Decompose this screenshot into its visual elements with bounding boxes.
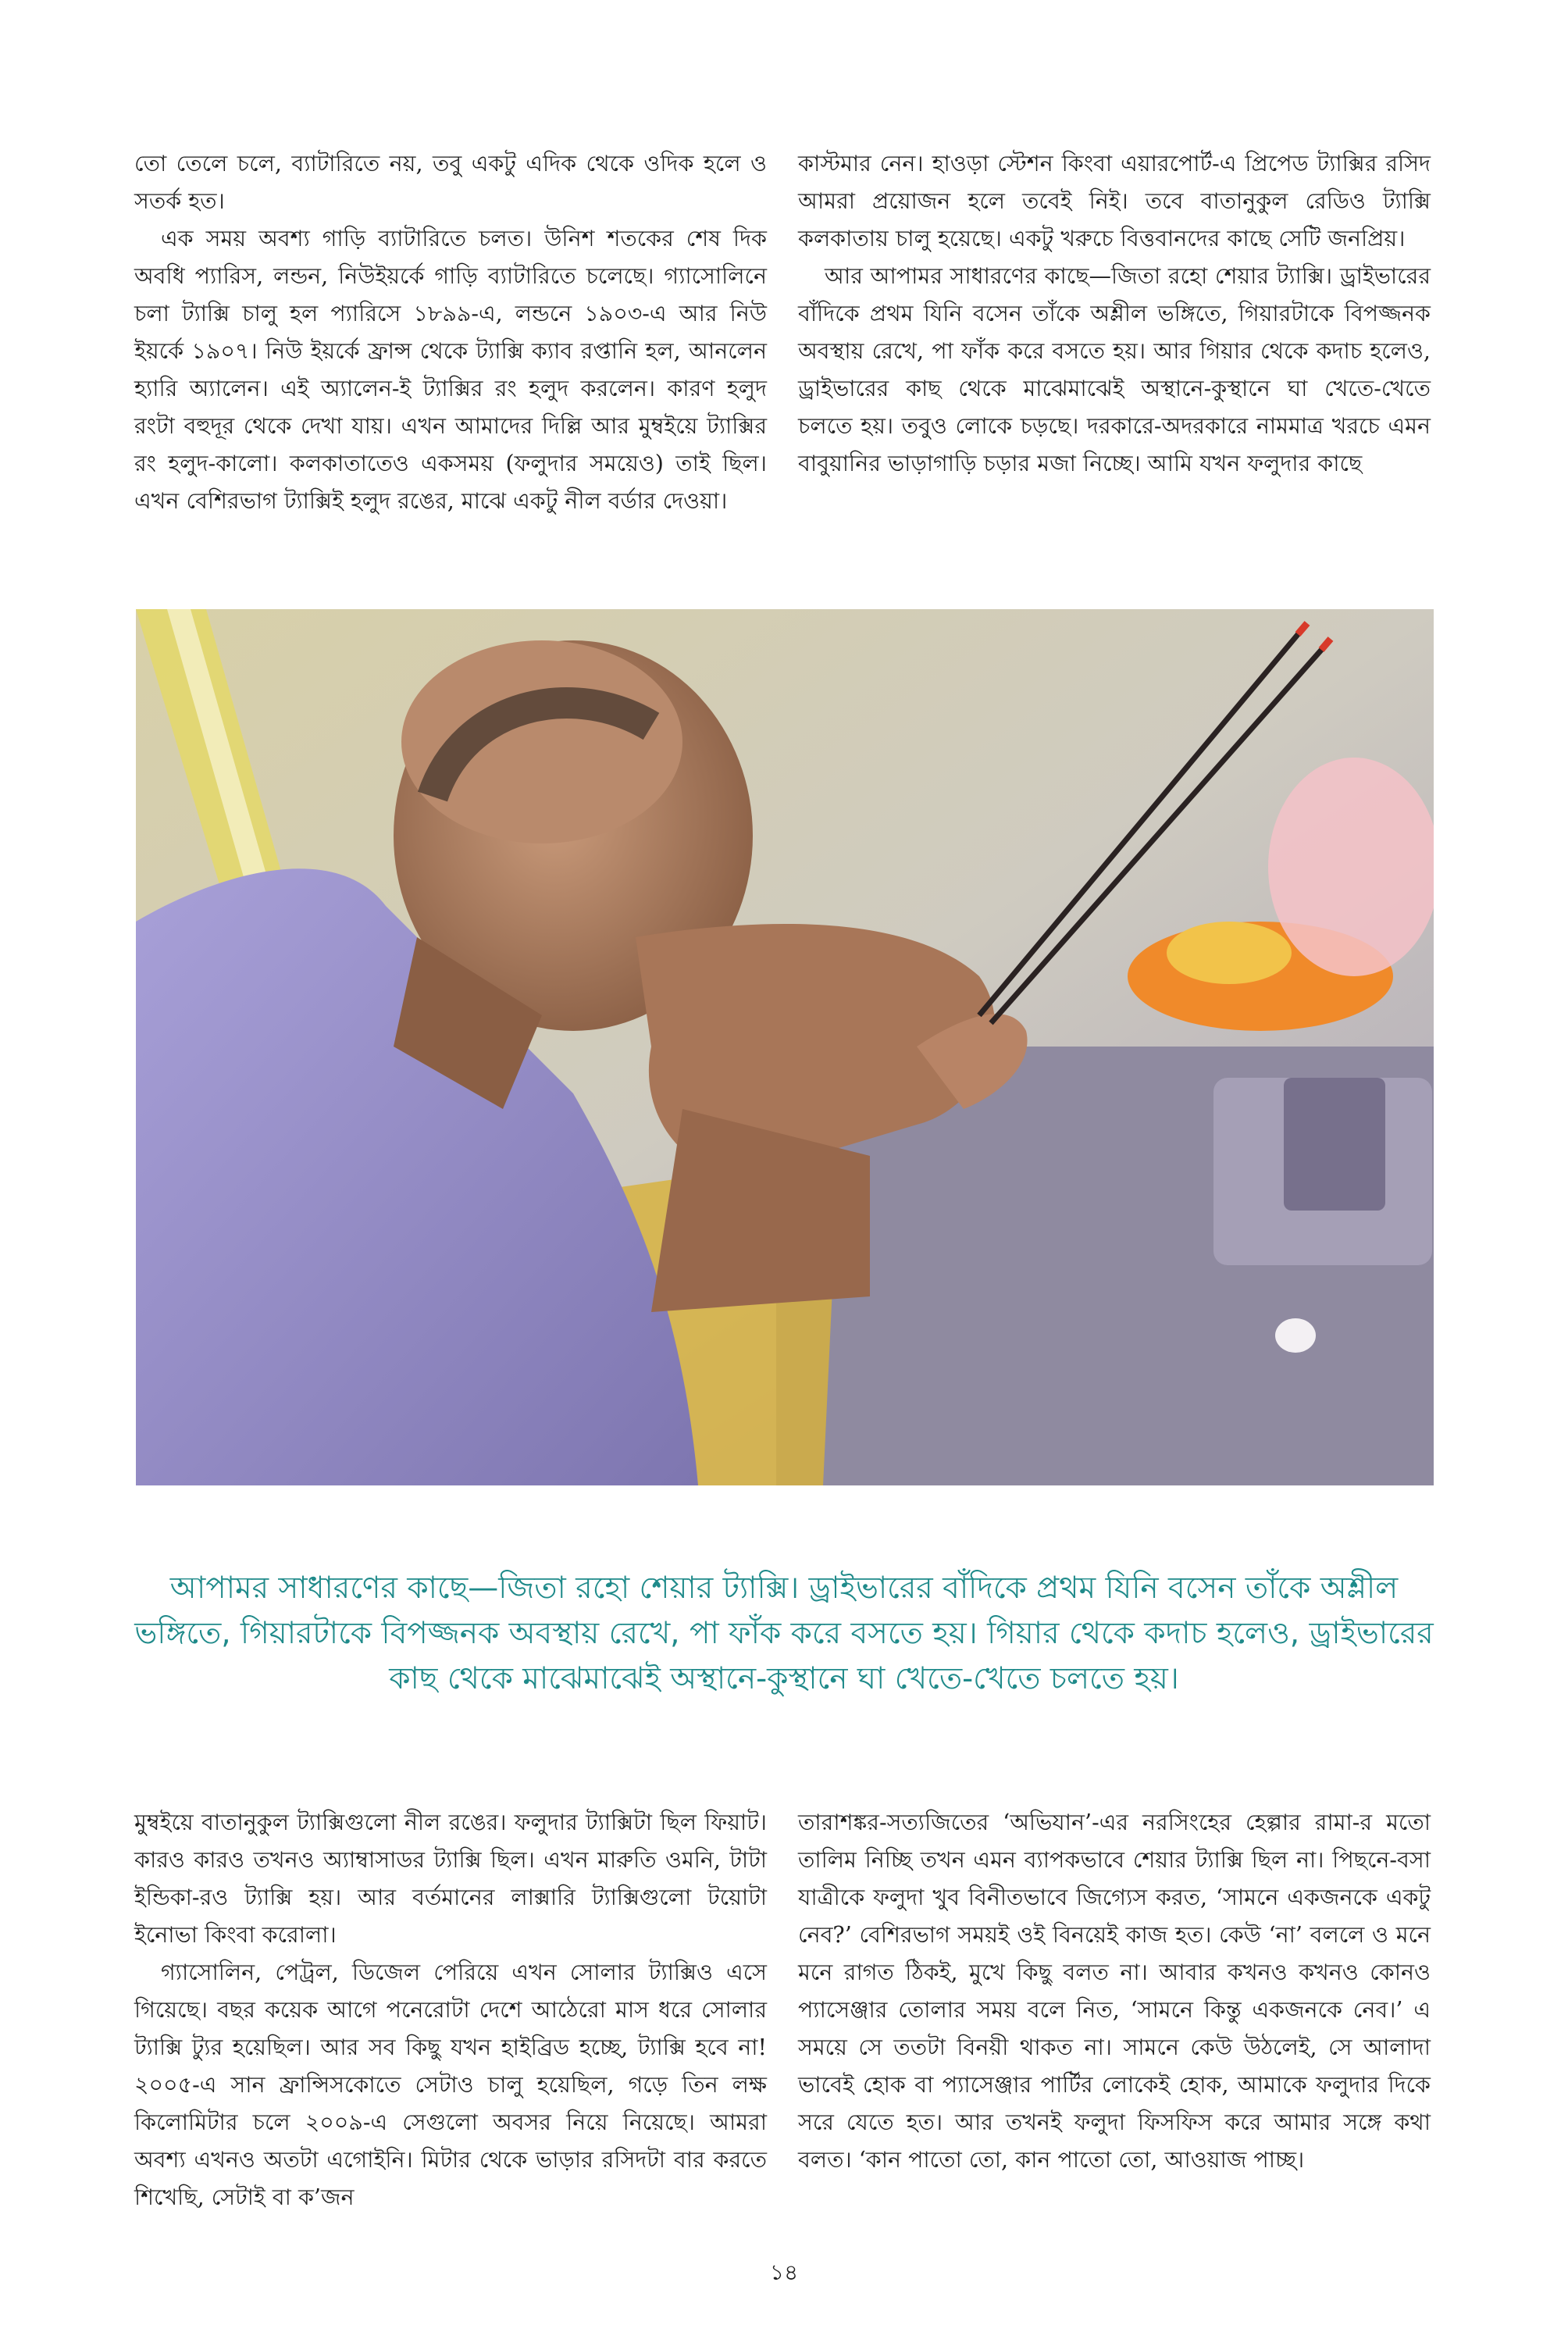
- body-column-bottom-right: [798, 1804, 1431, 2179]
- pull-quote: আপামর সাধারণের কাছে—জিতা রহো শেয়ার ট্যাক্সি। ড্রাইভারের বাঁদিকে প্রথম যিনি বসেন তাঁকে অশ্লীল ভঙ্গিতে, গিয়ারটাকে বিপজ্জনক অবস্থায় রেখে, পা ফাঁক করে বসতে হয়। গিয়ার থেকে কদাচ হলেও, ড্রাইভারের কাছ থেকে মাঝেমাঝেই অস্থানে-কুস্থানে ঘা খেতে-খেতে চলতে হয়।: [134, 1571, 1434, 1696]
- page-number: ১৪: [769, 2259, 799, 2285]
- paragraph: এক সময় অবশ্য গাড়ি ব্যাটারিতে চলত। উনিশ শতকের শেষ দিক অবধি প্যারিস, লন্ডন, নিউইয়র্কে গাড়ি ব্যাটারিতে চলেছে। গ্যাসোলিনে চলা ট্যাক্সি চালু হল প্যারিসে ১৮৯৯-এ, লন্ডনে ১৯০৩-এ আর নিউ ইয়র্কে ১৯০৭। নিউ ইয়র্কে ফ্রান্স থেকে ট্যাক্সি ক্যাব রপ্তানি হল, আনলেন হ্যারি অ্যালেন। এই অ্যালেন-ই ট্যাক্সির রং হলুদ করলেন। কারণ হলুদ রংটা বহুদূর থেকে দেখা যায়। এখন আমাদের দিল্লি আর মুম্বইয়ে ট্যাক্সির রং হলুদ-কালো। কলকাতাতেও একসময় (ফলুদার সময়েও) তাই ছিল। এখন বেশিরভাগ ট্যাক্সিই হলুদ রঙের, মাঝে একটু নীল বর্ডার দেওয়া।: [134, 226, 767, 514]
- paragraph: গ্যাসোলিন, পেট্রল, ডিজেল পেরিয়ে এখন সোলার ট্যাক্সিও এসে গিয়েছে। বছর কয়েক আগে পনেরোটা দেশে আঠেরো মাস ধরে সোলার ট্যাক্সি ট্যুর হয়েছিল। আর সব কিছু যখন হাইব্রিড হচ্ছে, ট্যাক্সি হবে না! ২০০৫-এ সান ফ্রান্সিসকোতে সেটাও চালু হয়েছিল, গড়ে তিন লক্ষ কিলোমিটার চলে ২০০৯-এ সেগুলো অবসর নিয়ে নিয়েছে। আমরা অবশ্য এখনও অতটা এগোইনি। মিটার থেকে ভাড়ার রসিদটা বার করতে শিখেছি, সেটাই বা ক’জন: [134, 1960, 767, 2210]
- taxi-driver-photo: [136, 609, 1434, 1485]
- body-column-top-left: [134, 145, 767, 520]
- body-column-bottom-left: [134, 1804, 767, 2216]
- paragraph: তারাশঙ্কর-সত্যজিতের ‘অভিযান’-এর নরসিংহের হেল্পার রামা-র মতো তালিম নিচ্ছি তখন এমন ব্যাপকভাবে শেয়ার ট্যাক্সি ছিল না। পিছনে-বসা যাত্রীকে ফলুদা খুব বিনীতভাবে জিগ্যেস করত, ‘সামনে একজনকে একটু নেব?’ বেশিরভাগ সময়ই ওই বিনয়েই কাজ হত। কেউ ‘না’ বললে ও মনে মনে রাগত ঠিকই, মুখে কিছু বলত না। আবার কখনও কখনও কোনও প্যাসেঞ্জার তোলার সময় বলে নিত, ‘সামনে কিন্তু একজনকে নেব।’ এ সময়ে সে ততটা বিনয়ী থাকত না। সামনে কেউ উঠলেই, সে আলাদা ভাবেই হোক বা প্যাসেঞ্জার পার্টির লোকেই হোক, আমাকে ফলুদার দিকে সরে যেতে হত। আর তখনই ফলুদা ফিসফিস করে আমার সঙ্গে কথা বলত। ‘কান পাতো তো, কান পাতো তো, আওয়াজ পাচ্ছ।: [798, 1810, 1431, 2173]
- paragraph: কাস্টমার নেন। হাওড়া স্টেশন কিংবা এয়ারপোর্ট-এ প্রিপেড ট্যাক্সির রসিদ আমরা প্রয়োজন হলে তবেই নিই। তবে বাতানুকুল রেডিও ট্যাক্সি কলকাতায় চালু হয়েছে। একটু খরুচে বিত্তবানদের কাছে সেটি জনপ্রিয়।: [798, 151, 1431, 251]
- body-column-top-right: [798, 145, 1431, 483]
- paragraph: তো তেলে চলে, ব্যাটারিতে নয়, তবু একটু এদিক থেকে ওদিক হলে ও সতর্ক হত।: [134, 151, 767, 214]
- paragraph: মুম্বইয়ে বাতানুকুল ট্যাক্সিগুলো নীল রঙের। ফলুদার ট্যাক্সিটা ছিল ফিয়াট। কারও কারও তখনও অ্যাম্বাসাডর ট্যাক্সি ছিল। এখন মারুতি ওমনি, টাটা ইন্ডিকা-রও ট্যাক্সি হয়। আর বর্তমানের লাক্সারি ট্যাক্সিগুলো টয়োটা ইনোভা কিংবা করোলা।: [134, 1810, 767, 1948]
- paragraph: আর আপামর সাধারণের কাছে—জিতা রহো শেয়ার ট্যাক্সি। ড্রাইভারের বাঁদিকে প্রথম যিনি বসেন তাঁকে অশ্লীল ভঙ্গিতে, গিয়ারটাকে বিপজ্জনক অবস্থায় রেখে, পা ফাঁক করে বসতে হয়। আর গিয়ার থেকে কদাচ হলেও, ড্রাইভারের কাছ থেকে মাঝেমাঝেই অস্থানে-কুস্থানে ঘা খেতে-খেতে চলতে হয়। তবুও লোকে চড়ছে। দরকারে-অদরকারে নামমাত্র খরচে এমন বাবুয়ানির ভাড়াগাড়ি চড়ার মজা নিচ্ছে। আমি যখন ফলুদার কাছে: [798, 263, 1431, 476]
